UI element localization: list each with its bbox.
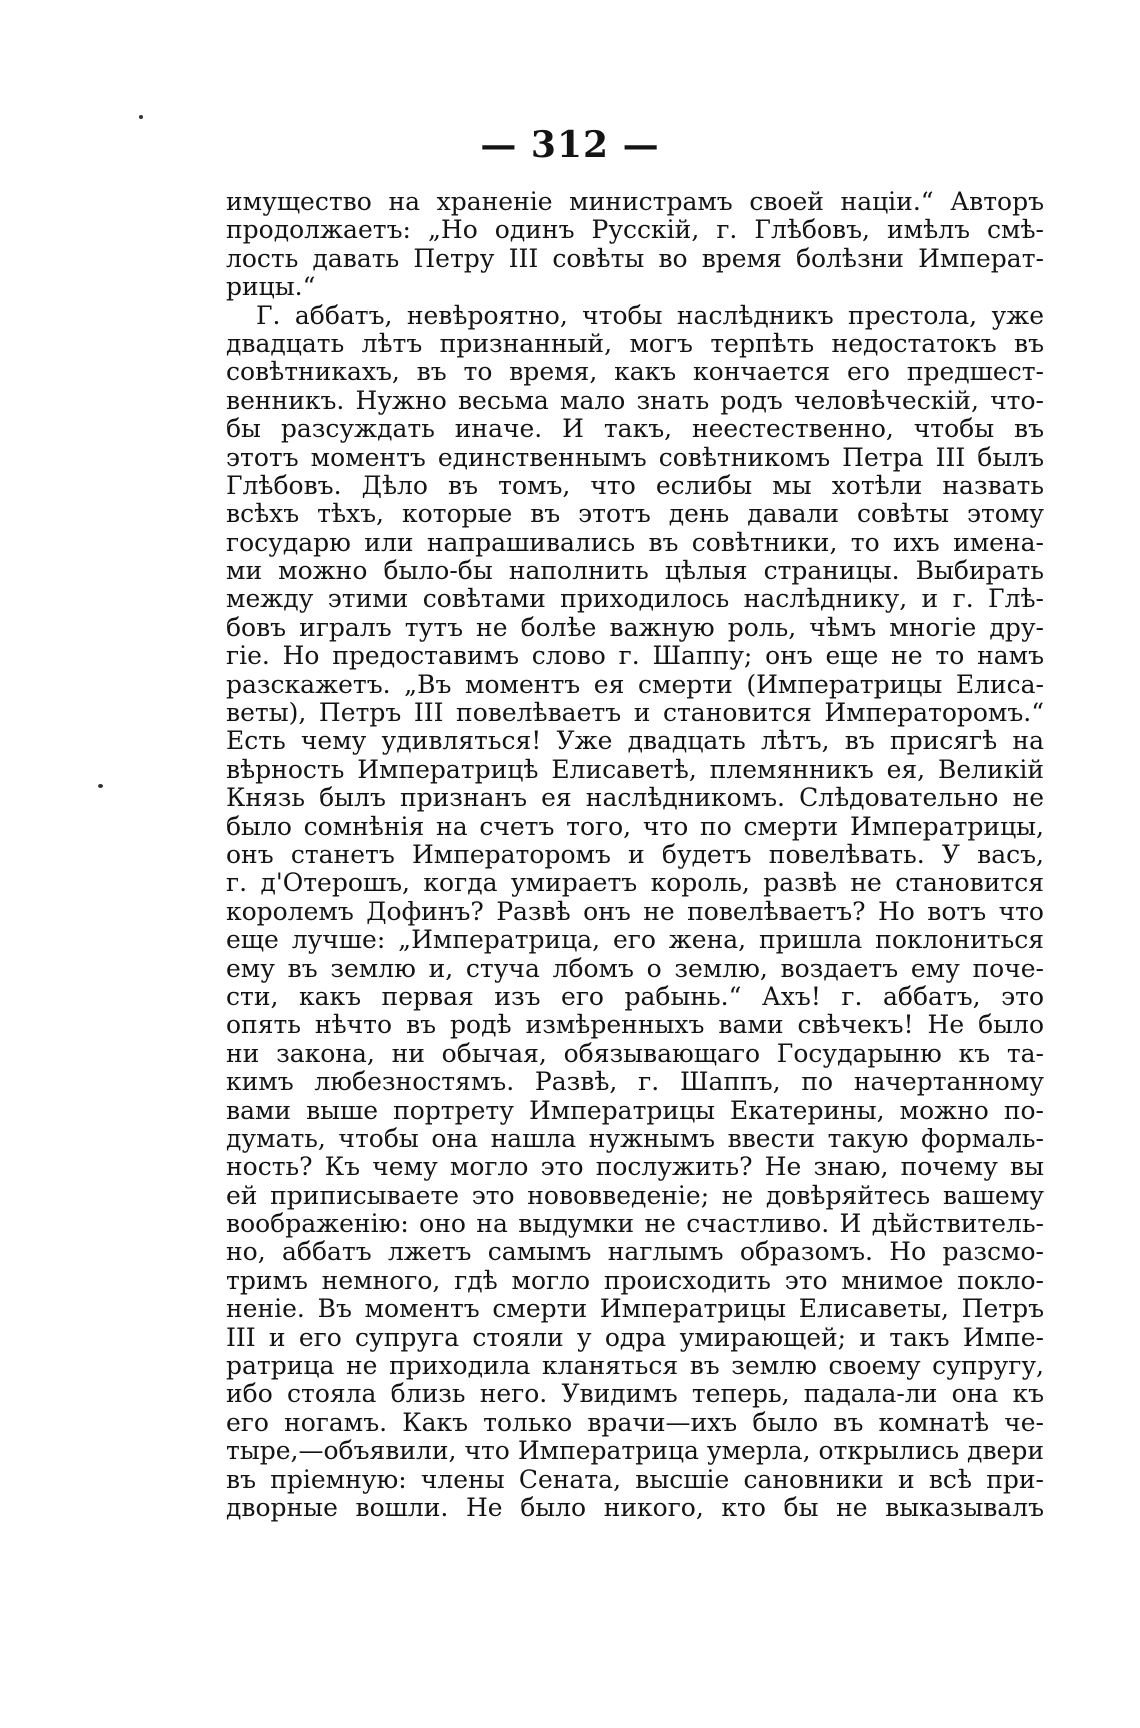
text-line: ность? Къ чему могло это послужить? Не знаю, почему вы — [226, 1153, 1044, 1182]
text-line: Г. аббатъ, невѣроятно, чтобы наслѣдникъ престола, уже — [256, 301, 1044, 330]
text-line: но, аббатъ лжетъ самымъ наглымъ образомъ. Но разсмо- — [226, 1238, 1044, 1267]
text-line: было сомнѣнія на счетъ того, что по смерти Императрицы, — [226, 812, 1044, 841]
text-line: всѣхъ тѣхъ, которые въ этотъ день давали совѣты этому — [226, 500, 1044, 529]
text-line: сти, какъ первая изъ его рабынь.“ Ахъ! г. аббатъ, это — [226, 982, 1044, 1011]
text-line: въ пріемную: члены Сената, высшіе сановники и всѣ при- — [226, 1465, 1044, 1494]
text-line: этотъ моментъ единственнымъ совѣтникомъ Петра III былъ — [226, 443, 1044, 472]
text-line: Глѣбовъ. Дѣло въ томъ, что еслибы мы хотѣли назвать — [226, 471, 1044, 500]
text-line: Есть чему удивляться! Уже двадцать лѣтъ, въ присягѣ на — [226, 727, 1044, 756]
text-line: разскажетъ. „Въ моментъ ея смерти (Императрицы Елисa- — [226, 670, 1044, 699]
text-line: тримъ немного, гдѣ могло происходить это мнимое покло- — [226, 1266, 1044, 1295]
page-number: — 312 — — [480, 124, 660, 166]
text-line: между этими совѣтами приходилось наслѣднику, и г. Глѣ- — [226, 585, 1044, 614]
text-line: воображенію: оно на выдумки не счастливо. И дѣйствитель- — [226, 1210, 1044, 1239]
text-line: бовъ игралъ тутъ не болѣе важную роль, чѣмъ многіе дру- — [226, 613, 1044, 642]
text-line: двадцать лѣтъ признанный, могъ терпѣть недостатокъ въ — [226, 329, 1044, 358]
text-line: ей приписываете это нововведеніе; не довѣряйтесь вашему — [226, 1181, 1044, 1210]
text-line: ратрица не приходила кланяться въ землю своему супругу, — [226, 1352, 1044, 1381]
text-line: вѣрность Императрицѣ Елисаветѣ, племянникъ ея, Великій — [226, 755, 1044, 784]
text-line: вами выше портрету Императрицы Екатерины, можно по- — [226, 1096, 1044, 1125]
text-line: лость давать Петру III совѣты во время болѣзни Императ- — [226, 244, 1044, 273]
text-line: онъ станетъ Императоромъ и будетъ повелѣвать. У васъ, — [226, 840, 1044, 869]
text-line: г. д'Отерошъ, когда умираетъ король, развѣ не становится — [226, 869, 1044, 898]
print-speck — [139, 115, 143, 119]
text-line: тыре,—объявили, что Императрица умерла, открылись двери — [226, 1437, 1044, 1466]
print-speck — [98, 784, 103, 788]
text-line: думать, чтобы она нашла нужнымъ ввести такую формаль- — [226, 1124, 1044, 1153]
text-line: неніе. Въ моментъ смерти Императрицы Елисаветы, Петръ — [226, 1295, 1044, 1324]
text-line: совѣтникахъ, въ то время, какъ кончается его предшест- — [226, 358, 1044, 387]
text-line: гіе. Но предоставимъ слово г. Шаппу; онъ еще не то намъ — [226, 642, 1044, 671]
text-line: еще лучше: „Императрица, его жена, пришла поклониться — [226, 926, 1044, 955]
text-line: ми можно было-бы наполнить цѣлыя страницы. Выбирать — [226, 557, 1044, 586]
text-line: королемъ Дофинъ? Развѣ онъ не повелѣваетъ? Но вотъ что — [226, 897, 1044, 926]
text-line: ни закона, ни обычая, обязывающаго Государыню къ та- — [226, 1039, 1044, 1068]
text-line: ему въ землю и, стуча лбомъ о землю, воздаетъ ему поче- — [226, 954, 1044, 983]
text-line: веты), Петръ III повелѣваетъ и становится Императоромъ.“ — [226, 699, 1044, 728]
text-line: Князь былъ признанъ ея наслѣдникомъ. Слѣдовательно не — [226, 784, 1044, 813]
text-line: рицы.“ — [226, 273, 316, 302]
text-line: государю или напрашивались въ совѣтники, то ихъ имена- — [226, 528, 1044, 557]
text-line: бы разсуждать иначе. И такъ, неестественно, чтобы въ — [226, 415, 1044, 444]
text-line: венникъ. Нужно весьма мало знать родъ человѣческій, что- — [226, 386, 1044, 415]
text-line: опять нѣчто въ родѣ измѣренныхъ вами свѣчекъ! Не было — [226, 1011, 1044, 1040]
text-line: ибо стояла близь него. Увидимъ теперь, падала-ли она къ — [226, 1380, 1044, 1409]
text-line: кимъ любезностямъ. Развѣ, г. Шаппъ, по начертанному — [226, 1068, 1044, 1097]
text-line: продолжаетъ: „Но одинъ Русскій, г. Глѣбовъ, имѣлъ смѣ- — [226, 216, 1044, 245]
text-line: его ногамъ. Какъ только врачи—ихъ было въ комнатѣ че- — [226, 1408, 1044, 1437]
body-text — [226, 188, 1044, 1522]
text-line: имущество на храненіе министрамъ своей націи.“ Авторъ — [226, 188, 1044, 216]
text-line: дворные вошли. Не было никого, кто бы не выказывалъ — [226, 1493, 1044, 1522]
text-line: III и его супруга стояли у одра умирающей; и такъ Импе- — [226, 1323, 1044, 1352]
